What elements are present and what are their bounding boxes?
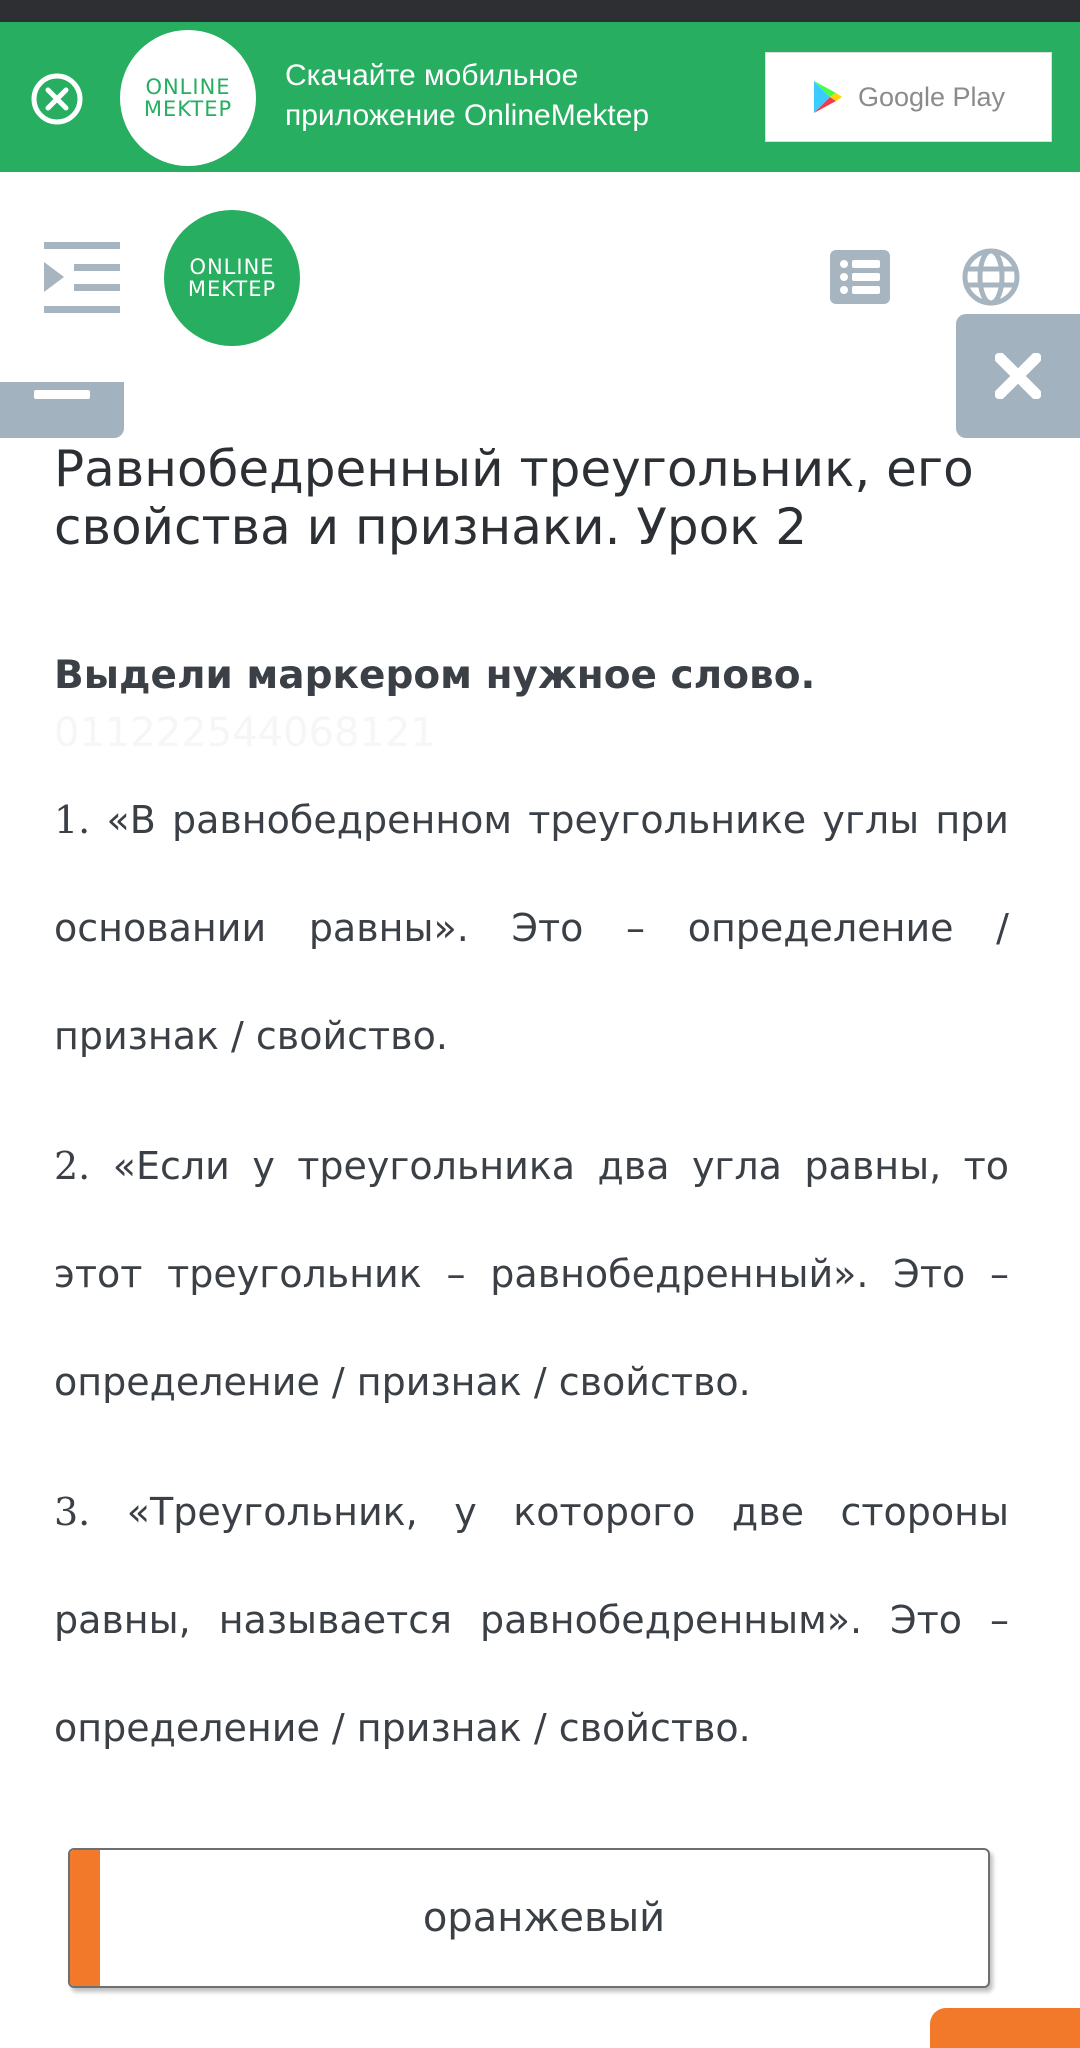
marker-color-strip xyxy=(70,1850,100,1986)
question-text[interactable]: «Треугольник, у которого две стороны равны, называется равнобедренным». Это – определение / признак / свойство. xyxy=(54,1490,1009,1750)
close-icon xyxy=(995,353,1041,399)
header-logo-line1: ONLINE xyxy=(189,254,275,279)
google-play-button[interactable] xyxy=(765,52,1052,142)
question-text[interactable]: «В равнобедренном треугольнике углы при основании равны». Это – определение / признак / свойство. xyxy=(54,798,1009,1058)
banner-logo-line1: ONLINE xyxy=(145,74,231,99)
menu-indent-icon[interactable] xyxy=(44,238,122,316)
question-3[interactable] xyxy=(54,1458,1009,1782)
status-bar xyxy=(0,0,1080,22)
globe-icon[interactable] xyxy=(962,248,1020,306)
watermark-number: 011222544068121 xyxy=(54,710,436,756)
app-download-banner xyxy=(0,22,1080,172)
question-1[interactable] xyxy=(54,766,1009,1090)
collapse-tab-button[interactable] xyxy=(0,382,124,438)
banner-message xyxy=(285,56,755,136)
question-number: 2. xyxy=(54,1144,91,1188)
close-panel-button[interactable] xyxy=(956,314,1080,438)
orange-action-button[interactable] xyxy=(930,2008,1080,2048)
question-text[interactable]: «Если у треугольника два угла равны, то этот треугольник – равнобедренный». Это – определение / признак / свойство. xyxy=(54,1144,1009,1404)
header-logo[interactable] xyxy=(164,210,300,346)
banner-text-line2: приложение OnlineMektep xyxy=(285,99,650,132)
task-instruction: Выдели маркером нужное слово. xyxy=(54,653,816,698)
close-circle-icon[interactable] xyxy=(30,72,84,126)
banner-text-line1: Скачайте мобильное xyxy=(285,59,579,92)
marker-option-orange[interactable] xyxy=(68,1848,990,1988)
lesson-title: Равнобедренный треугольник, его свойства и признаки. Урок 2 xyxy=(54,440,974,556)
banner-logo xyxy=(120,30,256,166)
google-play-label: Google Play xyxy=(857,81,1006,112)
google-play-icon xyxy=(812,79,844,115)
question-number: 1. xyxy=(54,798,91,842)
question-2[interactable] xyxy=(54,1112,1009,1436)
marker-option-label: оранжевый xyxy=(422,1895,666,1941)
header-logo-line2: MEKTEP xyxy=(187,277,277,301)
banner-logo-line2: MEKTEP xyxy=(143,97,233,121)
list-icon[interactable] xyxy=(830,250,890,304)
question-number: 3. xyxy=(54,1490,91,1534)
